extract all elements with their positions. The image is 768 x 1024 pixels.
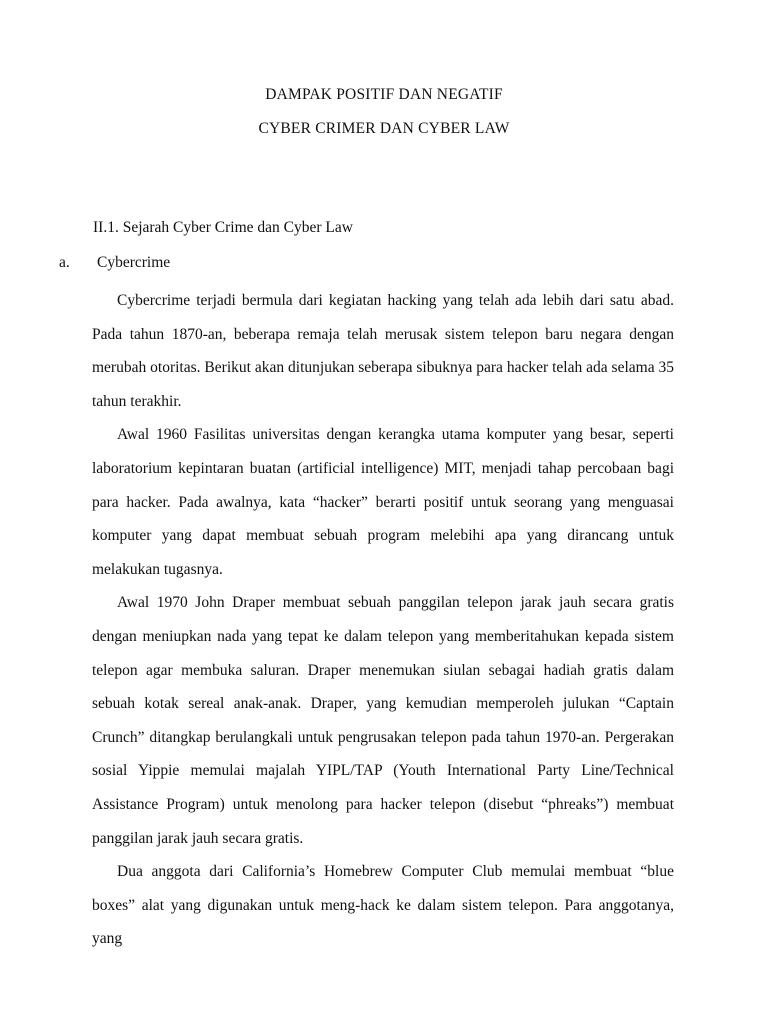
section-heading: II.1. Sejarah Cyber Crime dan Cyber Law [93, 219, 353, 236]
subsection-marker: a. [59, 254, 70, 271]
body-text [92, 284, 674, 956]
paragraph: Awal 1970 John Draper membuat sebuah panggilan telepon jarak jauh secara gratis dengan meniupkan nada yang tepat ke dalam telepon yang memberitahukan kepada sistem telepon agar membuka saluran. Draper menemukan siulan sebagai hadiah gratis dalam sebuah kotak sereal anak-anak. Draper, yang kemudian memperoleh julukan “Captain Crunch” ditangkap berulangkali untuk pengrusakan telepon pada tahun 1970-an. Pergerakan sosial Yippie memulai majalah YIPL/TAP (Youth International Party Line/Technical Assistance Program) untuk menolong para hacker telepon (disebut “phreaks”) membuat panggilan jarak jauh secara gratis. [92, 594, 674, 847]
subsection-title: Cybercrime [97, 254, 171, 271]
paragraph: Cybercrime terjadi bermula dari kegiatan hacking yang telah ada lebih dari satu abad. Pada tahun 1870-an, beberapa remaja telah merusak sistem telepon baru negara dengan merubah otoritas. Berikut akan ditunjukan seberapa sibuknya para hacker telah ada selama 35 tahun terakhir. [92, 292, 674, 410]
subsection-heading [59, 254, 170, 272]
document-title-line-2: CYBER CRIMER DAN CYBER LAW [258, 120, 510, 137]
paragraph: Dua anggota dari California’s Homebrew Computer Club memulai membuat “blue boxes” alat yang digunakan untuk meng-hack ke dalam sistem telepon. Para anggotanya, yang [92, 863, 674, 948]
paragraph: Awal 1960 Fasilitas universitas dengan kerangka utama komputer yang besar, seperti laboratorium kepintaran buatan (artificial intelligence) MIT, menjadi tahap percobaan bagi para hacker. Pada awalnya, kata “hacker” berarti positif untuk seorang yang menguasai komputer yang dapat membuat sebuah program melebihi apa yang dirancang untuk melakukan tugasnya. [92, 426, 674, 578]
document-title-line-1: DAMPAK POSITIF DAN NEGATIF [265, 86, 503, 103]
